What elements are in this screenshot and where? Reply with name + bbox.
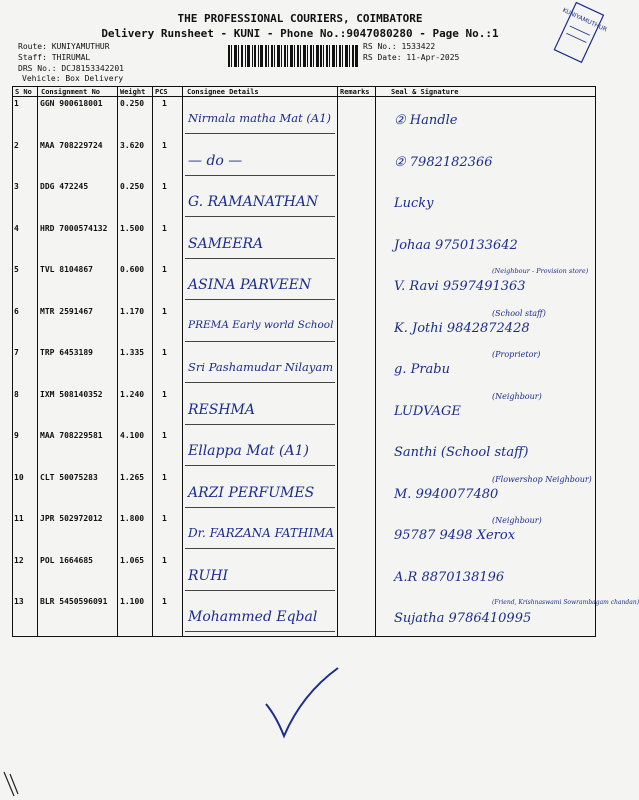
rs-date: RS Date: 11-Apr-2025: [363, 53, 460, 62]
row-consignment-no: GGN 900618001: [40, 99, 103, 108]
row-weight: 1.800: [120, 514, 145, 523]
row-weight: 0.250: [120, 99, 145, 108]
row-consignment-no: MTR 2591467: [40, 306, 93, 316]
row-consignee: G. RAMANATHAN: [188, 194, 319, 210]
row-pcs: 1: [162, 555, 167, 565]
row-signature: 95787 9498 Xerox: [394, 528, 516, 543]
row-sno: 13: [14, 597, 24, 606]
rs-number: RS No.: 1533422: [363, 42, 436, 51]
row-pcs: 1: [162, 431, 167, 440]
row-consignee: — do —: [188, 152, 243, 169]
row-consignment-no: IXM 508140352: [40, 389, 103, 399]
row-pcs: 1: [162, 597, 167, 606]
row-signature: V. Ravi 9597491363: [394, 279, 526, 294]
row-weight: 1.100: [120, 597, 145, 606]
row-sno: 6: [14, 306, 19, 316]
route-label: Route: KUNIYAMUTHUR: [18, 42, 110, 51]
checkmark-icon: [262, 664, 342, 744]
row-signature: ② Handle: [394, 113, 458, 128]
table-row: [12, 346, 596, 387]
row-signature: LUDVAGE: [394, 403, 461, 419]
row-note: (Flowershop Neighbour): [492, 474, 592, 484]
row-signature: g. Prabu: [394, 362, 450, 377]
col-sno: S No: [15, 88, 32, 96]
row-sno: 1: [14, 99, 19, 108]
row-weight: 4.100: [120, 431, 145, 440]
row-consignee: ASINA PARVEEN: [188, 277, 312, 293]
row-pcs: 1: [162, 265, 167, 274]
row-consignment-no: JPR 502972012: [40, 514, 103, 523]
row-note: (Proprietor): [492, 350, 541, 359]
row-note: (Neighbour): [492, 516, 542, 525]
row-weight: 1.065: [120, 555, 145, 565]
row-sno: 4: [14, 223, 19, 233]
row-pcs: 1: [162, 182, 167, 191]
table-row: [12, 97, 596, 138]
row-note: (Neighbour): [492, 391, 542, 401]
row-note: (Neighbour - Provision store): [492, 267, 589, 275]
row-consignee: RESHMA: [188, 401, 256, 418]
col-weight: Weight: [120, 88, 146, 96]
row-signature: Lucky: [394, 196, 434, 211]
row-sno: 5: [14, 265, 19, 274]
row-sno: 10: [14, 472, 24, 482]
row-consignee: Dr. FARZANA FATHIMA: [188, 526, 335, 540]
row-consignee: PREMA Early world School: [188, 318, 334, 331]
col-consignee: Consignee Details: [187, 88, 259, 96]
row-signature: Sujatha 9786410995: [394, 611, 532, 626]
row-pcs: 1: [162, 389, 167, 399]
row-weight: 1.500: [120, 223, 145, 233]
row-sno: 3: [14, 182, 19, 191]
row-note: (Friend, Krishnaswami Sowrambagam chandan): [492, 599, 639, 606]
row-consignment-no: DDG 472245: [40, 182, 89, 191]
row-sno: 12: [14, 555, 24, 565]
stamp-text: KUNIYAMUTHUR: [561, 6, 608, 34]
row-consignment-no: MAA 708229724: [40, 140, 103, 150]
row-consignment-no: CLT 50075283: [40, 472, 98, 482]
row-consignee: SAMEERA: [188, 235, 264, 252]
row-signature: Santhi (School staff): [394, 445, 529, 460]
row-pcs: 1: [162, 306, 167, 316]
row-consignment-no: BLR 5450596091: [40, 597, 108, 606]
table-header: [12, 86, 596, 97]
row-weight: 0.250: [120, 182, 145, 191]
table-row: [12, 471, 596, 512]
row-sno: 7: [14, 348, 19, 357]
barcode-icon: [228, 45, 358, 67]
row-signature: K. Jothi 9842872428: [394, 320, 530, 336]
table-row: [12, 222, 596, 263]
col-remarks: Remarks: [340, 88, 370, 96]
row-signature: Johaa 9750133642: [394, 237, 518, 253]
row-pcs: 1: [162, 99, 167, 108]
col-pcs: PCS: [155, 88, 168, 96]
table-row: [12, 595, 639, 636]
table-row: [12, 180, 596, 221]
row-sno: 11: [14, 514, 24, 523]
company-name: THE PROFESSIONAL COURIERS, COIMBATORE: [177, 12, 423, 25]
row-weight: 1.335: [120, 348, 145, 357]
row-consignment-no: TRP 6453189: [40, 348, 93, 357]
row-weight: 1.240: [120, 389, 145, 399]
row-pcs: 1: [162, 472, 167, 482]
row-weight: 1.170: [120, 306, 145, 316]
row-consignment-no: POL 1664685: [40, 555, 93, 565]
row-sno: 9: [14, 431, 19, 440]
row-consignee: RUHI: [188, 567, 229, 584]
row-consignee: Nirmala matha Mat (A1): [188, 111, 331, 125]
row-consignment-no: HRD 7000574132: [40, 223, 108, 233]
drs-number: DRS No.: DCJ8153342201: [18, 64, 124, 73]
row-weight: 3.620: [120, 140, 145, 150]
col-seal-signature: Seal & Signature: [391, 88, 459, 96]
seal-stamp-icon: [556, 2, 608, 62]
row-consignee: Sri Pashamudar Nilayam: [188, 360, 334, 374]
table-row: [12, 263, 596, 304]
runsheet-title: Delivery Runsheet - KUNI - Phone No.:9047080280 - Page No.:1: [101, 27, 499, 40]
row-pcs: 1: [162, 223, 167, 233]
row-pcs: 1: [162, 348, 167, 357]
row-signature: ② 7982182366: [394, 154, 493, 170]
row-signature: M. 9940077480: [394, 486, 499, 502]
row-consignment-no: TVL 8104867: [40, 265, 93, 274]
row-sno: 2: [14, 140, 19, 150]
row-consignment-no: MAA 708229581: [40, 431, 103, 440]
row-note: (School staff): [492, 308, 546, 318]
row-consignee: Mohammed Eqbal: [188, 609, 318, 625]
row-weight: 0.600: [120, 265, 145, 274]
table-row: [12, 554, 596, 595]
row-weight: 1.265: [120, 472, 145, 482]
table-row: [12, 512, 596, 553]
row-pcs: 1: [162, 140, 167, 150]
table-row: [12, 388, 596, 429]
row-consignee: Ellappa Mat (A1): [188, 443, 309, 459]
scribble-icon: [2, 770, 42, 800]
table-row: [12, 139, 596, 180]
row-consignee: ARZI PERFUMES: [188, 484, 315, 501]
table-row: [12, 305, 596, 346]
staff-label: Staff: THIRUMAL: [18, 53, 91, 62]
row-sno: 8: [14, 389, 19, 399]
table-row: [12, 429, 596, 470]
vehicle-label: Vehicle: Box Delivery: [22, 74, 124, 83]
row-signature: A.R 8870138196: [394, 569, 505, 585]
row-pcs: 1: [162, 514, 167, 523]
col-consignment: Consignment No: [41, 88, 101, 96]
